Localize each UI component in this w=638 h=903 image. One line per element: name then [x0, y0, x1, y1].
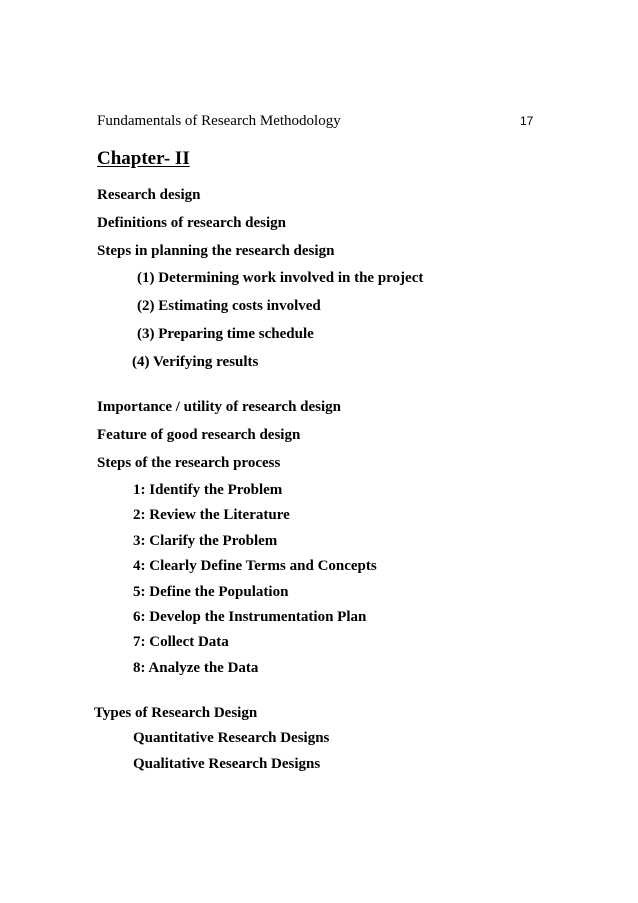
book-title: Fundamentals of Research Methodology: [97, 113, 341, 129]
process-step-1: 1: Identify the Problem: [133, 482, 283, 498]
planning-step-1: (1) Determining work involved in the project: [137, 270, 424, 286]
chapter-title: Chapter- II: [97, 148, 190, 169]
process-step-2: 2: Review the Literature: [133, 507, 290, 523]
process-step-8: 8: Analyze the Data: [133, 660, 259, 676]
topic-features: Feature of good research design: [97, 427, 301, 443]
page-number: 17: [520, 114, 534, 128]
planning-step-2: (2) Estimating costs involved: [137, 298, 321, 314]
topic-importance: Importance / utility of research design: [97, 399, 342, 415]
process-step-5: 5: Define the Population: [133, 584, 289, 600]
process-step-3: 3: Clarify the Problem: [133, 533, 278, 549]
topic-planning-steps: Steps in planning the research design: [97, 243, 335, 259]
process-step-7: 7: Collect Data: [133, 634, 229, 650]
planning-step-4: (4) Verifying results: [132, 354, 259, 370]
process-step-4: 4: Clearly Define Terms and Concepts: [133, 558, 377, 574]
type-quantitative: Quantitative Research Designs: [133, 730, 330, 746]
types-heading: Types of Research Design: [94, 705, 258, 721]
topic-process-steps: Steps of the research process: [97, 455, 281, 471]
topic-research-design: Research design: [97, 187, 201, 203]
process-step-6: 6: Develop the Instrumentation Plan: [133, 609, 367, 625]
topic-definitions: Definitions of research design: [97, 215, 287, 231]
type-qualitative: Qualitative Research Designs: [133, 756, 321, 772]
planning-step-3: (3) Preparing time schedule: [137, 326, 314, 342]
